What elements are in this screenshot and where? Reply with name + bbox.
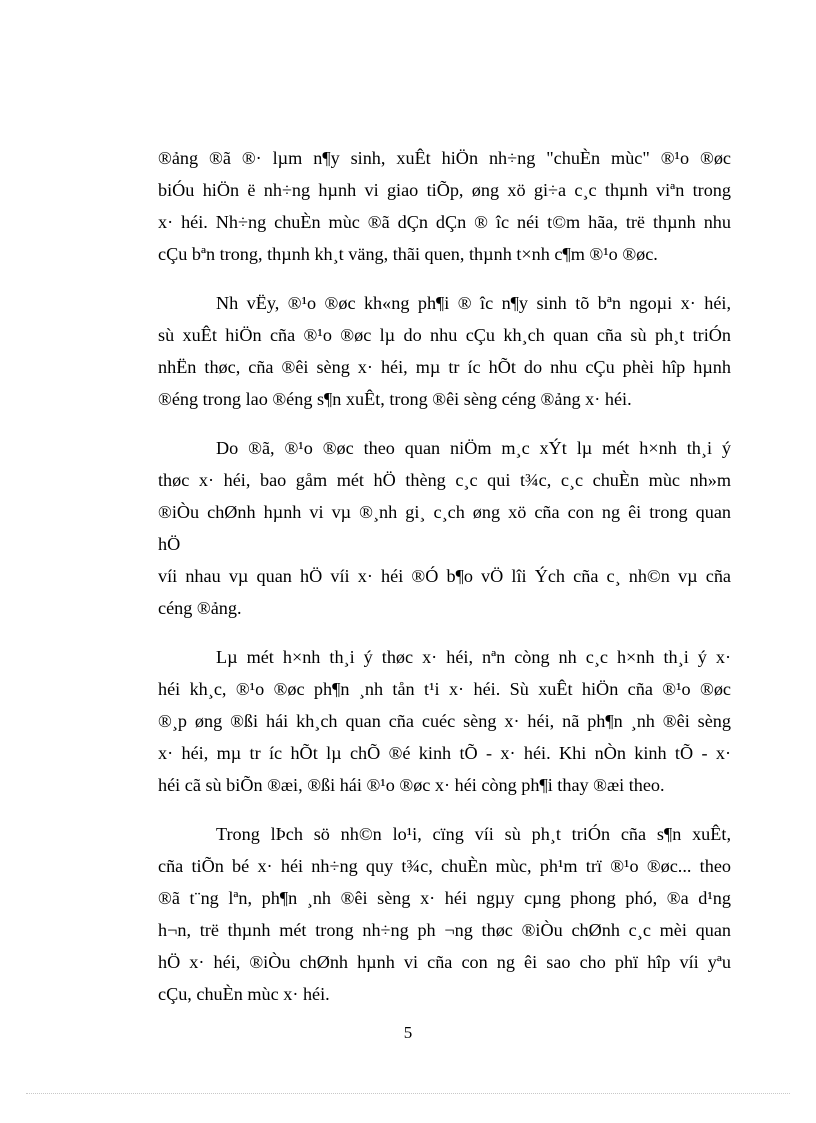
- text-line: x· héi, mµ tr íc hÕt lµ chÕ ®é kinh tÕ - x· héi. Khi nÒn kinh tÕ - x·: [158, 743, 731, 763]
- paragraph-gap: [158, 801, 731, 818]
- text-line: céng ®ảng.: [158, 598, 242, 618]
- text-line: ®éng trong lao ®éng s¶n xuÊt, trong ®êi sèng céng ®ảng x· héi.: [158, 389, 632, 409]
- paragraph-1: [158, 142, 731, 270]
- text-line: h¬n, trë thµnh mét trong nh÷ng ph ¬ng thøc ®iÒu chØnh c¸c mèi quan: [158, 920, 731, 940]
- text-line: Nh vËy, ®¹o ®øc kh«ng ph¶i ® îc n¶y sinh tõ bªn ngoµi x· héi,: [216, 293, 731, 313]
- text-line: héi kh¸c, ®¹o ®øc ph¶n ¸nh tån t¹i x· héi. Sù xuÊt hiÖn cña ®¹o ®øc: [158, 679, 731, 699]
- text-line: Trong lÞch sö nh©n lo¹i, cïng víi sù ph¸t triÓn cña s¶n xuÊt,: [216, 824, 731, 844]
- text-line: thøc x· héi, bao gåm mét hÖ thèng c¸c qui t¾c, c¸c chuÈn mùc nh»m: [158, 470, 731, 490]
- text-line: cÇu, chuÈn mùc x· héi.: [158, 984, 330, 1004]
- text-line: ®ã t¨ng lªn, ph¶n ¸nh ®êi sèng x· héi ngµy cµng phong phó, ®a d¹ng: [158, 888, 731, 908]
- paragraph-gap: [158, 415, 731, 432]
- text-line: x· héi. Nh÷ng chuÈn mùc ®ã dÇn dÇn ® îc néi t©m hãa, trë thµnh nhu: [158, 212, 731, 232]
- text-line: biÓu hiÖn ë nh÷ng hµnh vi giao tiÕp, øng xö gi÷a c¸c thµnh viªn trong: [158, 180, 731, 200]
- text-line: Do ®ã, ®¹o ®øc theo quan niÖm m¸c xÝt lµ mét h×nh th¸i ý: [216, 438, 731, 458]
- text-line: Lµ mét h×nh th¸i ý thøc x· héi, nªn còng nh c¸c h×nh th¸i ý x·: [216, 647, 731, 667]
- paragraph-gap: [158, 270, 731, 287]
- text-line: héi cã sù biÕn ®æi, ®ßi hái ®¹o ®øc x· héi còng ph¶i thay ®æi theo.: [158, 775, 665, 795]
- body-text: [158, 142, 731, 1010]
- paragraph-5: [158, 818, 731, 1010]
- text-line: cña tiÕn bé x· héi nh÷ng quy t¾c, chuÈn mùc, ph¹m trï ®¹o ®øc... theo: [158, 856, 731, 876]
- text-line: ®ảng ®ã ®· lµm n¶y sinh, xuÊt hiÖn nh÷ng "chuÈn mùc" ®¹o ®øc: [158, 148, 731, 168]
- text-line: cÇu bªn trong, thµnh kh¸t väng, thãi quen, thµnh t×nh c¶m ®¹o ®øc.: [158, 244, 658, 264]
- page-number: 5: [403, 1023, 413, 1042]
- text-line: nhËn thøc, cña ®êi sèng x· héi, mµ tr íc hÕt do nhu cÇu phèi hîp hµnh: [158, 357, 731, 377]
- paragraph-3: [158, 432, 731, 624]
- text-line: sù xuÊt hiÖn cña ®¹o ®øc lµ do nhu cÇu kh¸ch quan cña sù ph¸t triÓn: [158, 325, 731, 345]
- text-line: hÖ: [158, 534, 181, 554]
- page-bottom-divider: [26, 1093, 790, 1094]
- paragraph-gap: [158, 624, 731, 641]
- text-line: ®iÒu chØnh hµnh vi vµ ®¸nh gi¸ c¸ch øng xö cña con ng êi trong quan: [158, 502, 731, 522]
- text-line: víi nhau vµ quan hÖ víi x· héi ®Ó b¶o vÖ lîi Ých cña c¸ nh©n vµ cña: [158, 566, 731, 586]
- paragraph-4: [158, 641, 731, 801]
- text-line: ®¸p øng ®ßi hái kh¸ch quan cña cuéc sèng x· héi, nã ph¶n ¸nh ®êi sèng: [158, 711, 731, 731]
- paragraph-2: [158, 287, 731, 415]
- text-line: hÖ x· héi, ®iÒu chØnh hµnh vi cña con ng êi sao cho phï hîp víi yªu: [158, 952, 731, 972]
